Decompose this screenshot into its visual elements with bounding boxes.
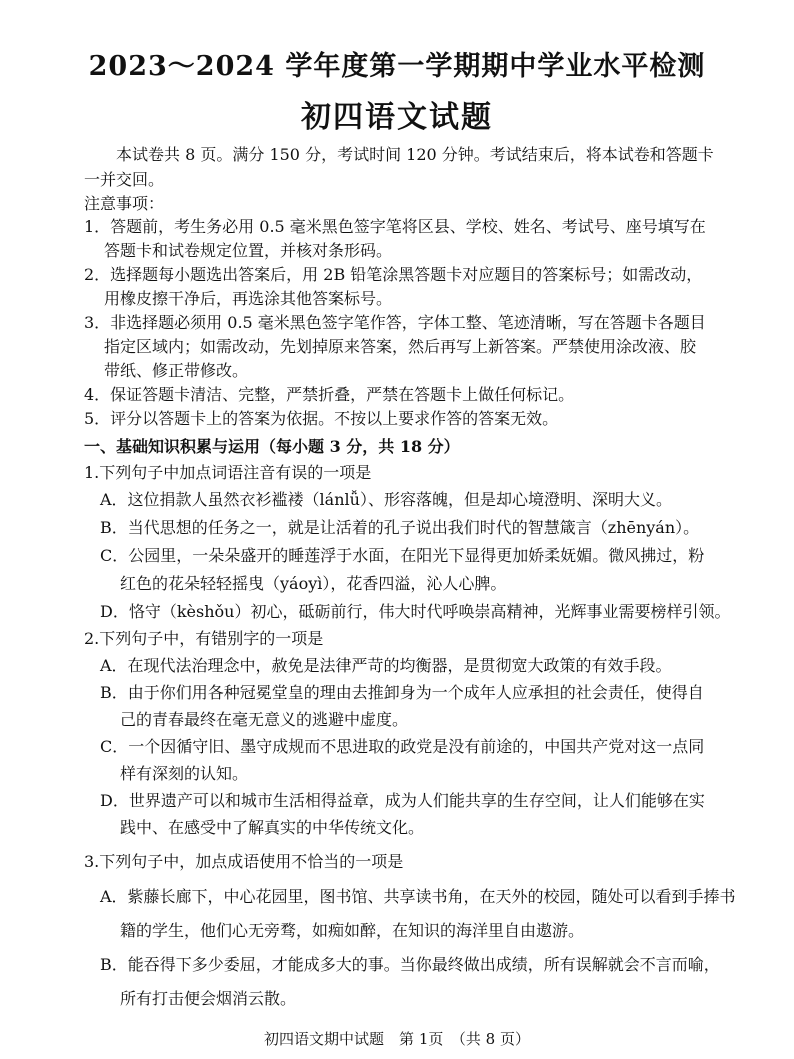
q2-option-a: A．在现代法治理念中，赦免是法律严苛的均衡器，是贯彻宽大政策的有效手段。	[100, 656, 672, 675]
q3-option-b-line-2: 所有打击便会烟消云散。	[120, 989, 297, 1008]
q1-option-b: B．当代思想的任务之一，就是让活着的孔子说出我们时代的智慧箴言（zhēnyán）。	[100, 518, 700, 537]
notice-heading: 注意事项：	[84, 194, 165, 213]
notice-3-line-2: 指定区域内；如需改动，先划掉原来答案，然后再写上新答案。严禁使用涂改液、胶	[104, 337, 697, 356]
intro-line-2: 一并交回。	[84, 170, 165, 189]
notice-4: 4．保证答题卡清洁、完整，严禁折叠，严禁在答题卡上做任何标记。	[84, 385, 575, 404]
q3-stem: 3.下列句子中，加点成语使用不恰当的一项是	[84, 852, 404, 871]
exam-title: 2023～2024 学年度第一学期期中学业水平检测	[88, 51, 706, 82]
q2-option-c-line-1: C．一个因循守旧、墨守成规而不思进取的政党是没有前途的，中国共产党对这一点同	[100, 737, 705, 756]
q3-option-b-line-1: B．能吞得下多少委屈，才能成多大的事。当你最终做出成绩，所有误解就会不言而喻，	[100, 955, 720, 974]
notice-2-line-1: 2．选择题每小题选出答案后，用 2B 铅笔涂黑答题卡对应题目的答案标号；如需改动，	[84, 265, 703, 284]
q2-stem: 2.下列句子中，有错别字的一项是	[84, 629, 324, 648]
q2-option-d-line-2: 践中、在感受中了解真实的中华传统文化。	[120, 818, 425, 837]
section-1-heading: 一、基础知识积累与运用（每小题 3 分，共 18 分）	[84, 437, 460, 456]
q2-option-c-line-2: 样有深刻的认知。	[120, 764, 249, 783]
q2-option-d-line-1: D．世界遗产可以和城市生活相得益章，成为人们能共享的生存空间，让人们能够在实	[100, 791, 705, 810]
q3-option-a-line-2: 籍的学生，他们心无旁骛，如痴如醉，在知识的海洋里自由遨游。	[120, 921, 585, 940]
notice-3-line-3: 带纸、修正带修改。	[104, 361, 249, 380]
notice-2-line-2: 用橡皮擦干净后，再选涂其他答案标号。	[104, 289, 393, 308]
notice-3-line-1: 3．非选择题必须用 0.5 毫米黑色签字笔作答，字体工整、笔迹清晰，写在答题卡各题目	[84, 313, 706, 332]
q1-option-a: A．这位捐款人虽然衣衫褴褛（lánlǚ）、形容落魄，但是却心境澄明、深明大义。	[100, 490, 672, 509]
notice-5: 5．评分以答题卡上的答案为依据。不按以上要求作答的答案无效。	[84, 409, 559, 428]
q2-option-b-line-1: B．由于你们用各种冠冕堂皇的理由去推卸身为一个成年人应承担的社会责任，使得自	[100, 683, 704, 702]
q1-stem: 1.下列句子中加点词语注音有误的一项是	[84, 463, 372, 482]
q1-option-d: D．恪守（kèshǒu）初心，砥砺前行，伟大时代呼唤崇高精神，光辉事业需要榜样引领。	[100, 602, 731, 621]
q1-option-c-line-1: C．公园里，一朵朵盛开的睡莲浮于水面，在阳光下显得更加娇柔妩媚。微风拂过，粉	[100, 546, 705, 565]
q3-option-a-line-1: A．紫藤长廊下，中心花园里，图书馆、共享读书角，在天外的校园，随处可以看到手捧书	[100, 887, 736, 906]
intro-line-1: 本试卷共 8 页。满分 150 分，考试时间 120 分钟。考试结束后，将本试卷和答题卡	[116, 145, 714, 164]
notice-1-line-1: 1．答题前，考生务必用 0.5 毫米黑色签字笔将区县、学校、姓名、考试号、座号填写在	[84, 217, 706, 236]
q2-option-b-line-2: 己的青春最终在毫无意义的逃避中虚度。	[120, 710, 409, 729]
page-footer: 初四语文期中试题 第 1页 （共 8 页）	[264, 1030, 530, 1048]
notice-1-line-2: 答题卡和试卷规定位置，并核对条形码。	[104, 241, 393, 260]
q1-option-c-line-2: 红色的花朵轻轻摇曳（yáoyì），花香四溢，沁人心脾。	[120, 574, 507, 593]
exam-subject-title: 初四语文试题	[301, 100, 493, 135]
